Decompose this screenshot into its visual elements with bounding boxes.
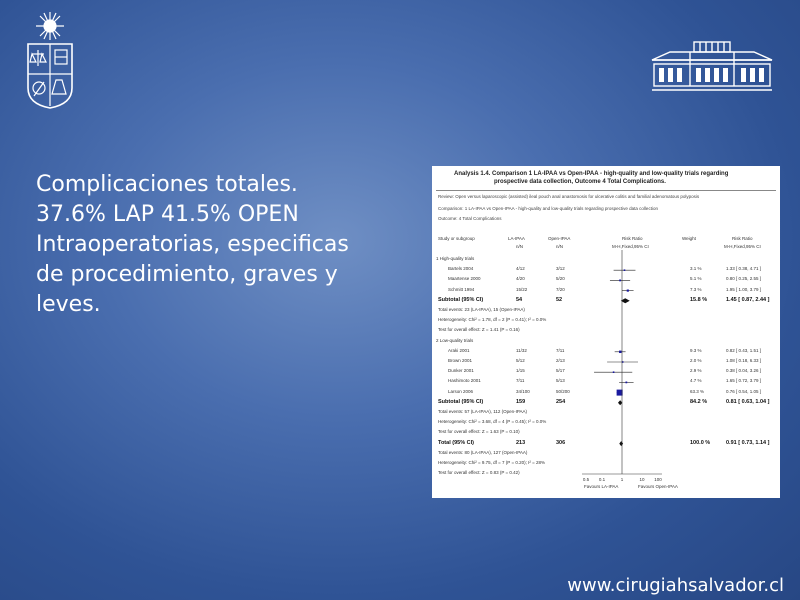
ci-value: 0.81 [ 0.63, 1.04 ] xyxy=(726,398,770,405)
note-text: Heterogeneity: Chi² = 3.68, df = 4 (P = 0.45); I² = 0.0% xyxy=(438,419,547,425)
ci-value: 1.45 [ 0.87, 2.44 ] xyxy=(726,296,770,303)
pooled-estimate-diamond xyxy=(618,400,622,405)
open-value: 52 xyxy=(556,296,563,303)
study-name: Hashimoto 2001 xyxy=(448,378,481,384)
ci-value: 0.82 [ 0.43, 1.51 ] xyxy=(726,347,762,353)
study-name: Araki 2001 xyxy=(448,347,470,353)
study-name: Dunker 2001 xyxy=(448,368,474,374)
university-seal-icon xyxy=(22,10,78,110)
line-de-procedimiento: de procedimiento, graves y xyxy=(36,262,338,287)
open-value: 5/20 xyxy=(556,276,565,282)
study-name: Larson 2006 xyxy=(448,388,474,394)
line-leves: leves. xyxy=(36,292,101,317)
slide-body-text xyxy=(36,170,416,320)
note-text: Test for overall effect: Z = 1.41 (P = 0.16) xyxy=(438,327,520,333)
line-complicaciones-totales: Complicaciones totales. xyxy=(36,172,298,197)
axis-tick-label: 10 xyxy=(639,477,645,482)
axis-tick-label: 0.5 xyxy=(582,477,590,482)
website-url: www.cirugiahsalvador.cl xyxy=(567,575,784,596)
la-value: 7/11 xyxy=(516,378,525,384)
open-value: 306 xyxy=(556,439,566,446)
header-la-sub: n/N xyxy=(516,244,524,249)
open-value: 254 xyxy=(556,398,566,405)
ci-value: 0.91 [ 0.73, 1.14 ] xyxy=(726,439,770,446)
hospital-building-icon xyxy=(650,40,774,92)
weight-value: 100.0 % xyxy=(690,439,711,446)
line-intraoperatorias: Intraoperatorias, especificas xyxy=(36,232,349,257)
weight-value: 15.8 % xyxy=(690,296,708,303)
ci-value: 1.95 [ 1.00, 3.79 ] xyxy=(726,286,762,292)
ci-value: 0.80 [ 0.25, 2.55 ] xyxy=(726,276,762,282)
ci-value: 0.38 [ 0.04, 3.26 ] xyxy=(726,368,762,374)
forest-plot-graphic xyxy=(432,166,780,498)
study-name: Maartense 2000 xyxy=(448,276,481,282)
header-rr2-sub: M-H,Fixed,95% CI xyxy=(724,244,761,249)
note-text: Total events: 23 (LA-IPAA), 15 (Open-IPAA) xyxy=(438,307,525,312)
note-text: Total events: 57 (LA-IPAA), 112 (Open-IPAA) xyxy=(438,409,528,414)
figure-title-line-1: Analysis 1.4. Comparison 1 LA-IPAA vs Open-IPAA - high-quality and low-quality trials regarding xyxy=(454,171,729,177)
la-value: 159 xyxy=(516,398,526,405)
open-value: 7/11 xyxy=(556,347,565,353)
axis-tick-label: 0.1 xyxy=(598,477,606,482)
open-value: 2/13 xyxy=(556,358,565,363)
weight-value: 5.1 % xyxy=(690,276,702,282)
axis-tick-label: 100 xyxy=(654,477,662,482)
open-value: 5/13 xyxy=(556,378,565,384)
la-value: 34/100 xyxy=(516,388,530,394)
figure-title-line-2: prospective data collection, Outcome 4 Total Complications. xyxy=(494,179,666,185)
weight-value: 3.1 % xyxy=(690,266,702,272)
study-name: Total (95% CI) xyxy=(438,439,474,446)
note-text: Test for overall effect: Z = 0.83 (P = 0.42) xyxy=(438,470,520,476)
note-text: Heterogeneity: Chi² = 9.75, df = 7 (P = 0.20); I² = 28% xyxy=(438,460,545,465)
point-estimate-square xyxy=(625,382,627,384)
point-estimate-square xyxy=(619,279,621,281)
la-value: 213 xyxy=(516,439,526,446)
note-text: Total events: 80 (LA-IPAA), 127 (Open-IPAA) xyxy=(438,449,528,455)
header-study: Study or subgroup xyxy=(438,236,475,241)
header-rr-sub: M-H,Fixed,95% CI xyxy=(612,244,649,249)
ci-value: 0.76 [ 0.54, 1.05 ] xyxy=(726,388,762,394)
header-open-sub: n/N xyxy=(556,244,564,249)
la-value: 4/12 xyxy=(516,266,525,272)
open-value: 3/12 xyxy=(556,266,565,272)
axis-tick-label: 1 xyxy=(620,477,624,482)
ci-value: 1.33 [ 0.38, 4.71 ] xyxy=(726,266,762,272)
point-estimate-square xyxy=(619,351,621,353)
favours-right-label: Favours Open-IPAA xyxy=(638,484,678,489)
open-value: 50/200 xyxy=(556,388,570,394)
la-value: 5/12 xyxy=(516,358,525,363)
weight-value: 9.3 % xyxy=(690,347,702,353)
open-value: 5/17 xyxy=(556,368,565,374)
weight-value: 4.7 % xyxy=(690,378,702,384)
line-lap-open-percentages: 37.6% LAP 41.5% OPEN xyxy=(36,202,299,227)
la-value: 54 xyxy=(516,296,523,303)
weight-value: 63.3 % xyxy=(690,388,705,394)
review-line: Review: Open versus laparoscopic (assisted) ileal pouch anal anastomosis for ulcerative colitis and familial adenomatous polyposis xyxy=(438,194,700,199)
weight-value: 7.3 % xyxy=(690,286,702,292)
header-rr2: Risk Ratio xyxy=(732,236,753,241)
la-value: 4/20 xyxy=(516,276,525,282)
study-name: Subtotal (95% CI) xyxy=(438,296,484,303)
la-value: 11/32 xyxy=(516,347,527,353)
header-open: Open-IPAA xyxy=(548,236,571,241)
open-value: 7/20 xyxy=(556,286,565,292)
note-text: Test for overall effect: Z = 1.63 (P = 0.10) xyxy=(438,429,520,435)
ci-value: 1.65 [ 0.72, 3.79 ] xyxy=(726,378,762,384)
weight-value: 2.0 % xyxy=(690,358,702,363)
forest-plot-figure xyxy=(432,166,780,498)
note-text: Heterogeneity: Chi² = 1.78, df = 2 (P = 0.41); I² = 0.0% xyxy=(438,317,547,323)
study-name: Subtotal (95% CI) xyxy=(438,398,484,405)
study-name: 1 High-quality trials xyxy=(436,256,475,261)
la-value: 15/22 xyxy=(516,286,528,292)
study-name: Schmitt 1994 xyxy=(448,286,475,292)
study-name: Brown 2001 xyxy=(448,358,473,363)
point-estimate-square xyxy=(624,269,626,271)
favours-left-label: Favours LA-IPAA xyxy=(584,484,619,489)
comparison-line: Comparison: 1 LA-IPAA vs Open-IPAA - high-quality and low-quality trials regarding prospective data collection xyxy=(438,206,658,211)
weight-value: 2.9 % xyxy=(690,368,702,374)
pooled-estimate-diamond xyxy=(619,441,623,446)
ci-value: 1.08 [ 0.18, 6.33 ] xyxy=(726,358,762,363)
header-rr: Risk Ratio xyxy=(622,236,643,241)
header-la: LA-IPAA xyxy=(508,236,525,241)
outcome-line: Outcome: 4 Total Complications xyxy=(438,216,502,221)
point-estimate-square xyxy=(613,371,615,373)
weight-value: 84.2 % xyxy=(690,398,708,405)
header-weight: Weight xyxy=(682,236,696,241)
point-estimate-square xyxy=(627,290,629,292)
la-value: 1/15 xyxy=(516,368,525,374)
study-name: 2 Low-quality trials xyxy=(436,337,474,343)
study-name: Bartels 2004 xyxy=(448,266,474,272)
